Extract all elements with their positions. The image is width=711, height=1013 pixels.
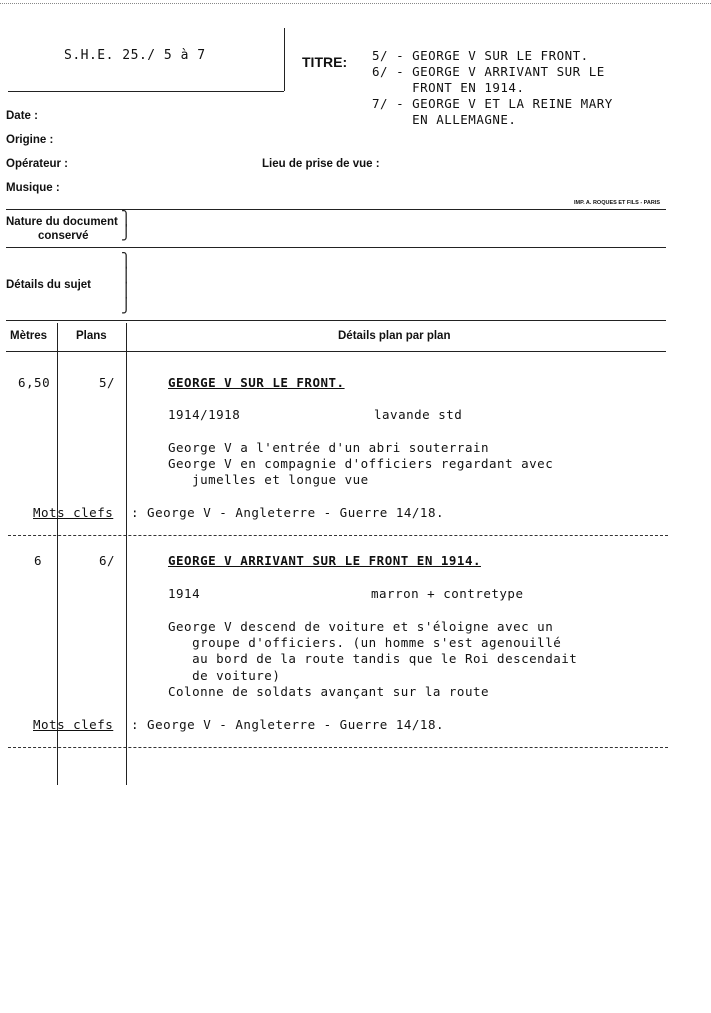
date-label: Date : — [6, 110, 38, 122]
printer-credit: IMP. A. ROQUES ET FILS - PARIS — [574, 200, 661, 206]
details-brace: ⎫ ⎪ ⎪ ⎭ — [121, 253, 132, 314]
title-line: 5/ - GEORGE V SUR LE FRONT. — [372, 48, 589, 63]
nature-label-line1: Nature du document — [6, 216, 118, 228]
origine-label: Origine : — [6, 134, 54, 146]
entry-2-keywords: : George V - Angleterre - Guerre 14/18. — [131, 717, 444, 732]
col-details: Détails plan par plan — [338, 330, 451, 342]
musique-label: Musique : — [6, 182, 60, 194]
titles-list — [372, 48, 613, 128]
description-line: au bord de la route tandis que le Roi descendait — [168, 651, 578, 667]
description-line: George V en compagnie d'officiers regardant avec — [168, 456, 554, 471]
titre-label: TITRE: — [302, 54, 348, 70]
entry-1-plan: 5/ — [99, 375, 116, 390]
nature-brace: ⎫ ⎭ — [121, 211, 132, 241]
entry-2-keywords-label: Mots clefs — [33, 717, 114, 732]
entry-2-description — [168, 619, 577, 700]
entry-1-keywords-label: Mots clefs — [33, 505, 114, 520]
scan-artifact-top — [0, 3, 711, 4]
divider-3 — [6, 320, 666, 321]
entry-separator-2 — [8, 747, 668, 748]
col-metres: Mètres — [10, 330, 48, 342]
title-line: FRONT EN 1914. — [372, 80, 525, 95]
details-sujet-label: Détails du sujet — [6, 279, 91, 291]
entry-1-title: GEORGE V SUR LE FRONT. — [168, 375, 345, 390]
description-line: jumelles et longue vue — [168, 472, 369, 487]
entry-2-stock: marron + contretype — [371, 586, 524, 601]
title-line: EN ALLEMAGNE. — [372, 112, 517, 127]
divider-1 — [6, 209, 666, 210]
description-line: de voiture) — [168, 667, 281, 683]
header-box-bottom — [8, 91, 284, 92]
nature-label-line2: conservé — [38, 230, 89, 242]
operateur-label: Opérateur : — [6, 158, 68, 170]
entry-2-title: GEORGE V ARRIVANT SUR LE FRONT EN 1914. — [168, 553, 481, 568]
document-reference: S.H.E. 25./ 5 à 7 — [64, 48, 206, 63]
description-line: George V a l'entrée d'un abri souterrain — [168, 440, 490, 455]
description-line: George V descend de voiture et s'éloigne avec un — [168, 619, 554, 634]
title-line: 7/ - GEORGE V ET LA REINE MARY — [372, 96, 613, 111]
divider-4 — [6, 351, 666, 352]
entry-2-metres: 6 — [34, 553, 43, 568]
entry-separator-1 — [8, 535, 668, 536]
description-line: groupe d'officiers. (un homme s'est agenouillé — [168, 635, 562, 651]
description-line: Colonne de soldats avançant sur la route — [168, 683, 490, 699]
divider-2 — [6, 247, 666, 248]
entry-1-keywords: : George V - Angleterre - Guerre 14/18. — [131, 505, 444, 520]
entry-1-date: 1914/1918 — [168, 407, 241, 422]
col-plans: Plans — [76, 330, 107, 342]
title-line: 6/ - GEORGE V ARRIVANT SUR LE — [372, 64, 605, 79]
lieu-label: Lieu de prise de vue : — [262, 158, 380, 170]
entry-1-stock: lavande std — [374, 407, 463, 422]
entry-1-description — [168, 440, 553, 488]
entry-2-date: 1914 — [168, 586, 201, 601]
col-divider-1 — [57, 323, 58, 785]
col-divider-2 — [126, 323, 127, 785]
entry-1-metres: 6,50 — [18, 375, 51, 390]
entry-2-plan: 6/ — [99, 553, 116, 568]
header-box-right — [284, 28, 285, 91]
